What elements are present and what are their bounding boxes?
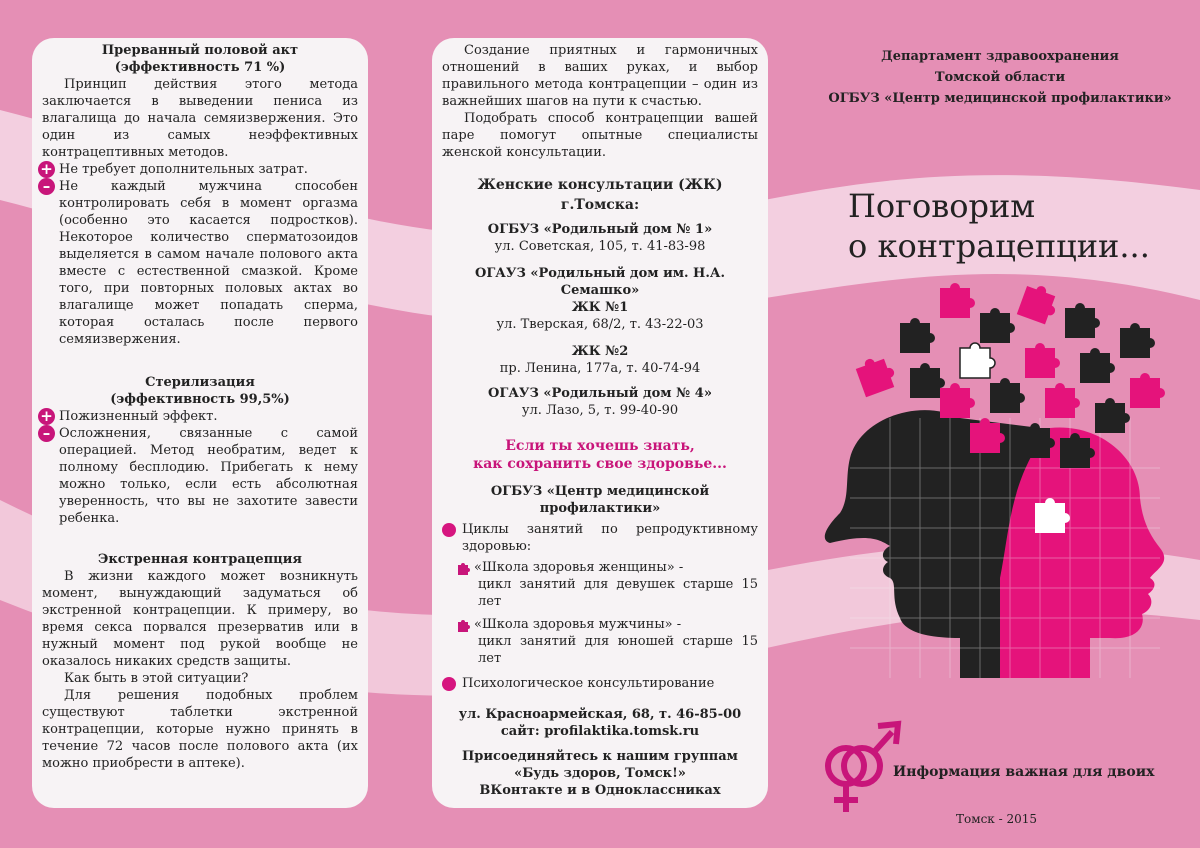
puzzle-icon bbox=[456, 561, 470, 575]
title-line-1: Поговорим bbox=[848, 187, 1036, 225]
intro-1: Создание приятных и гармоничных отношений в ваших руках, и выбор правильного метода контрацепции – один из важнейших шагов на пути к счастью. bbox=[442, 43, 758, 109]
brochure-title bbox=[848, 186, 1150, 266]
bullet-women-school bbox=[442, 559, 758, 576]
clinic-2-zk: ЖК №1 bbox=[571, 300, 629, 315]
clinic-4-name: ОГАУЗ «Родильный дом № 4» bbox=[488, 386, 712, 401]
minus-icon: – bbox=[38, 178, 55, 195]
clinic-1-address: ул. Советская, 105, т. 41-83-98 bbox=[494, 239, 706, 254]
s3-p3: Для решения подобных проблем существуют таблетки экстренной контрацепции, которые нужно принять в течение 72 часов после полового акта (их можно приобрести в аптеке). bbox=[42, 688, 358, 771]
clinic-1-name: ОГБУЗ «Родильный дом № 1» bbox=[487, 222, 713, 237]
dept-line-3: ОГБУЗ «Центр медицинской профилактики» bbox=[828, 91, 1172, 106]
center-site[interactable]: сайт: profilaktika.tomsk.ru bbox=[500, 724, 700, 739]
left-panel bbox=[32, 38, 368, 808]
s2-plus-text: Пожизненный эффект. bbox=[59, 409, 218, 424]
dept-line-2: Томской области bbox=[934, 70, 1066, 85]
pink-dot-icon bbox=[442, 523, 456, 537]
psychology-text: Психологическое консультирование bbox=[462, 676, 715, 691]
women-school-desc: цикл занятий для девушек старше 15 лет bbox=[478, 577, 758, 609]
s2-title: Стерилизация bbox=[145, 375, 255, 390]
bullet-psychology bbox=[442, 675, 758, 692]
join-line-1: Присоединяйтесь к нашим группам bbox=[462, 749, 738, 764]
join-line-3: ВКонтакте и в Одноклассниках bbox=[479, 783, 721, 798]
s2-minus-text: Осложнения, связанные с самой операцией. Метод необратим, ведет к полному бесплодию. Прибегать к нему можно только, если есть абсолютная уверенность, что вы не захотите завести ребенка. bbox=[59, 426, 358, 526]
gender-symbol-icon bbox=[822, 720, 902, 820]
clinic-3-zk: ЖК №2 bbox=[571, 344, 629, 359]
clinic-2-name: ОГАУЗ «Родильный дом им. Н.А. Семашко» bbox=[475, 266, 725, 298]
zk-title: Женские консультации (ЖК) bbox=[477, 177, 723, 193]
call-line-1: Если ты хочешь знать, bbox=[505, 438, 695, 454]
pink-dot-icon bbox=[442, 677, 456, 691]
puzzle-icon bbox=[456, 618, 470, 632]
call-line-2: как сохранить свое здоровье... bbox=[473, 456, 727, 472]
s2-subtitle: (эффективность 99,5%) bbox=[110, 392, 290, 407]
clinic-4-address: ул. Лазо, 5, т. 99-40-90 bbox=[521, 403, 679, 418]
department-header bbox=[800, 46, 1200, 109]
city-year: Томск - 2015 bbox=[956, 812, 1038, 826]
intro-2: Подобрать способ контрацепции вашей паре помогут опытные специалисты женской консультации. bbox=[442, 111, 758, 160]
s2-minus-row bbox=[42, 425, 358, 527]
info-tagline: Информация важная для двоих bbox=[893, 764, 1155, 780]
men-school-title: «Школа здоровья мужчины» - bbox=[474, 617, 682, 632]
s3-p2: Как быть в этой ситуации? bbox=[64, 671, 249, 686]
center-address: ул. Красноармейская, 68, т. 46-85-00 bbox=[458, 707, 742, 722]
s1-minus-text: Не каждый мужчина способен контролировать себя в момент оргазма (особенно это касается подростков). Некоторое количество сперматозоидов выделяется в самом начале полового акта вместе с естественной смазкой. Кроме того, при повторных половых актах во влагалище может попадать сперма, которая осталась после первого семяизвержения. bbox=[59, 179, 358, 347]
men-school-desc: цикл занятий для юношей старше 15 лет bbox=[478, 634, 758, 666]
middle-panel bbox=[432, 38, 768, 808]
clinic-3-address: пр. Ленина, 177а, т. 40-74-94 bbox=[499, 361, 701, 376]
s1-text: Принцип действия этого метода заключается в выведении пениса из влагалища до начала семяизвержения. Это один из самых неэффективных контрацептивных методов. bbox=[42, 77, 358, 160]
plus-icon: + bbox=[38, 408, 55, 425]
s1-plus-row bbox=[42, 161, 358, 178]
s1-plus-text: Не требует дополнительных затрат. bbox=[59, 162, 308, 177]
dept-line-1: Департамент здравоохранения bbox=[881, 49, 1119, 64]
center-name: ОГБУЗ «Центр медицинской профилактики» bbox=[490, 484, 710, 516]
puzzle-heads-illustration bbox=[810, 278, 1180, 708]
s1-subtitle: (эффективность 71 %) bbox=[114, 60, 286, 75]
s1-minus-row bbox=[42, 178, 358, 348]
s2-plus-row bbox=[42, 408, 358, 425]
bullet-cycles bbox=[442, 521, 758, 555]
clinic-2-address: ул. Тверская, 68/2, т. 43-22-03 bbox=[496, 317, 704, 332]
minus-icon: – bbox=[38, 425, 55, 442]
women-school-title: «Школа здоровья женщины» - bbox=[474, 560, 684, 575]
bullet-men-school bbox=[442, 616, 758, 633]
bullet-cycles-text: Циклы занятий по репродуктивному здоровью: bbox=[462, 522, 758, 554]
s3-p1: В жизни каждого может возникнуть момент, вынуждающий задуматься об экстренной контрацепции. К примеру, во время секса порвался презерватив или в нужный момент под рукой вообще не оказалось никаких средств защиты. bbox=[42, 569, 358, 669]
join-line-2: «Будь здоров, Томск!» bbox=[514, 766, 686, 781]
s3-title: Экстренная контрацепция bbox=[97, 552, 303, 567]
s1-title: Прерванный половой акт bbox=[101, 43, 299, 58]
zk-city: г.Томска: bbox=[560, 197, 640, 213]
title-line-2: о контрацепции... bbox=[848, 227, 1150, 265]
plus-icon: + bbox=[38, 161, 55, 178]
